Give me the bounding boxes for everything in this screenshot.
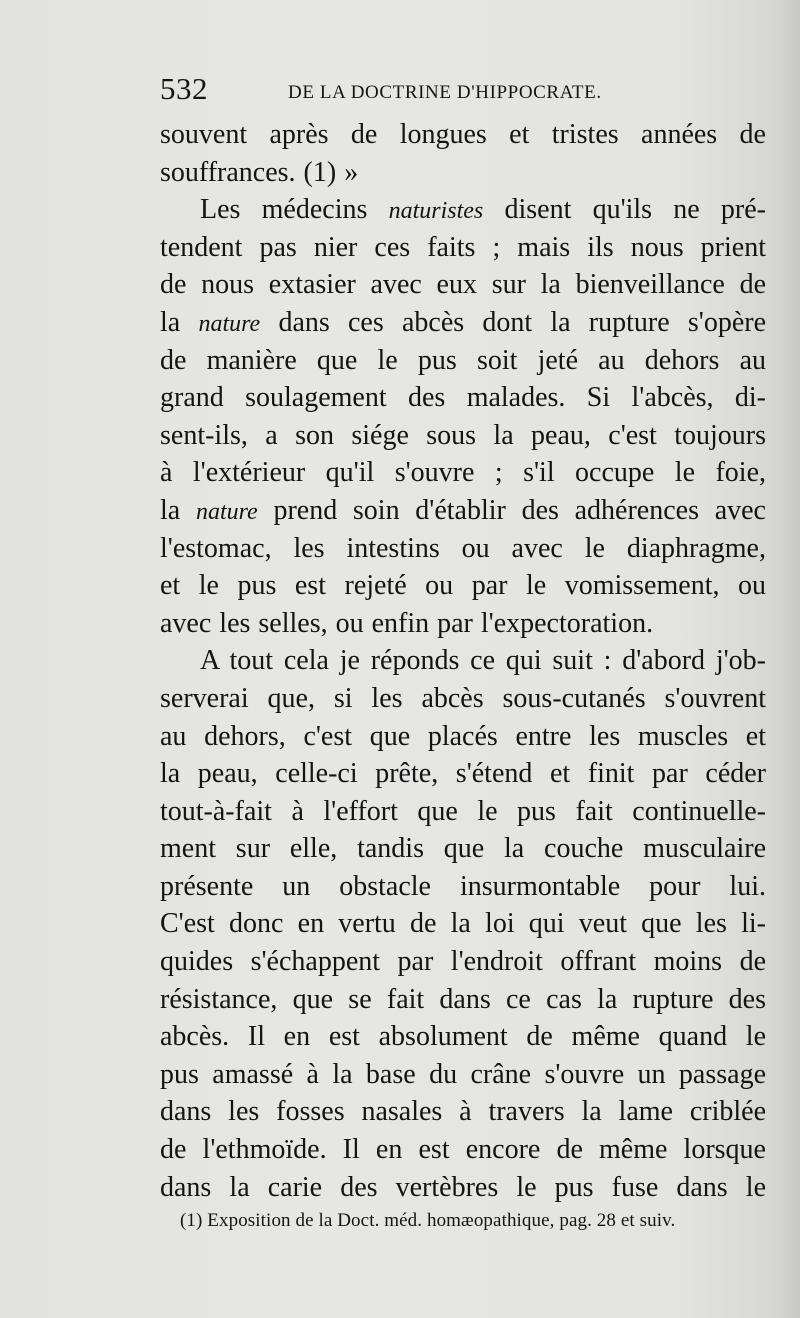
text-run: la — [160, 306, 199, 338]
italic-word: nature — [195, 498, 258, 525]
text-run: et le pus est rejeté ou par le vomissement, ou — [160, 570, 766, 602]
text-line — [160, 530, 766, 568]
text-run: tendent pas nier ces faits ; mais ils nous prient — [160, 231, 766, 263]
text-run: dans les fosses nasales à travers la lame criblée — [160, 1096, 766, 1128]
text-run: présente un obstacle insurmontable pour lui. — [160, 870, 766, 902]
text-line — [160, 755, 766, 793]
text-run: C'est donc en vertu de la loi qui veut que les li- — [160, 908, 766, 940]
text-line — [160, 1131, 766, 1169]
text-run: tout-à-fait à l'effort que le pus fait continuelle- — [160, 795, 766, 827]
text-run: dans la carie des vertèbres le pus fuse dans le — [160, 1171, 766, 1203]
text-run: résistance, que se fait dans ce cas la rupture des — [160, 983, 766, 1015]
text-line — [160, 793, 766, 831]
text-run: serverai que, si les abcès sous-cutanés s'ouvrent — [160, 682, 766, 714]
text-line — [160, 1169, 766, 1207]
text-line — [160, 905, 766, 943]
text-run: sent-ils, a son siége sous la peau, c'est toujours — [160, 419, 766, 451]
text-run: de manière que le pus soit jeté au dehors au — [160, 344, 766, 376]
text-run: A tout cela je réponds ce qui suit : d'abord j'ob- — [200, 645, 766, 677]
text-line — [160, 191, 766, 229]
text-run: grand soulagement des malades. Si l'abcès, di- — [160, 382, 766, 414]
text-run: disent qu'ils ne pré- — [483, 194, 767, 226]
text-run: prend soin d'établir des adhérences avec — [257, 494, 766, 526]
text-run: quides s'échappent par l'endroit offrant moins de — [160, 946, 766, 978]
text-line — [160, 718, 766, 756]
text-run: souffrances. (1) » — [160, 156, 359, 188]
text-run: de nous extasier avec eux sur la bienveillance de — [160, 269, 766, 301]
text-line — [160, 304, 766, 342]
page-header — [160, 72, 680, 106]
running-head: DE LA DOCTRINE D'HIPPOCRATE. — [288, 82, 602, 103]
text-line — [160, 342, 766, 380]
text-line — [160, 266, 766, 304]
body-text — [160, 116, 766, 1206]
text-run: ment sur elle, tandis que la couche musculaire — [160, 833, 766, 865]
text-run: souvent après de longues et tristes années de — [160, 119, 766, 150]
text-line — [160, 417, 766, 455]
text-line — [160, 605, 766, 643]
text-line — [160, 868, 766, 906]
text-line — [160, 116, 766, 154]
text-run: la — [160, 494, 196, 526]
text-run: abcès. Il en est absolument de même quand le — [160, 1021, 766, 1053]
text-run: dans ces abcès dont la rupture s'opère — [260, 306, 766, 338]
text-run: de l'ethmoïde. Il en est encore de même lorsque — [160, 1134, 766, 1166]
text-line — [160, 680, 766, 718]
text-line — [160, 379, 766, 417]
text-run: Les médecins — [200, 194, 389, 226]
page-number: 532 — [160, 71, 208, 106]
text-line — [160, 981, 766, 1019]
text-line — [160, 229, 766, 267]
text-run: l'estomac, les intestins ou avec le diaphragme, — [160, 532, 766, 564]
text-run: avec les selles, ou enfin par l'expectoration. — [160, 607, 654, 639]
text-line — [160, 454, 766, 492]
text-line — [160, 642, 766, 680]
text-line — [160, 943, 766, 981]
text-run: au dehors, c'est que placés entre les muscles et — [160, 720, 766, 752]
footnote: (1) Exposition de la Doct. méd. homæopathique, pag. 28 et suiv. — [180, 1210, 676, 1231]
text-line — [160, 567, 766, 605]
text-line — [160, 1093, 766, 1131]
text-run: pus amassé à la base du crâne s'ouvre un passage — [160, 1058, 766, 1090]
text-line — [160, 154, 766, 192]
italic-word: naturistes — [388, 198, 484, 225]
text-line — [160, 830, 766, 868]
italic-word: nature — [198, 310, 261, 337]
text-line — [160, 1018, 766, 1056]
text-run: à l'extérieur qu'il s'ouvre ; s'il occupe le foie, — [160, 457, 766, 489]
text-line — [160, 1056, 766, 1094]
text-line — [160, 492, 766, 530]
text-run: la peau, celle-ci prête, s'étend et finit par céder — [160, 758, 766, 790]
